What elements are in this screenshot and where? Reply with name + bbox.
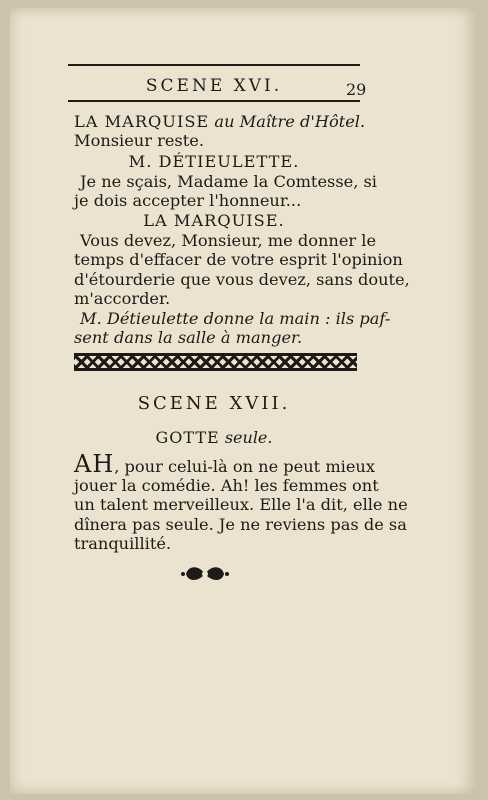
dialogue-line: temps d'effacer de votre esprit l'opinion bbox=[74, 250, 403, 269]
page-number: 29 bbox=[346, 80, 367, 99]
dialogue-line: Vous devez, Monsieur, me donner le bbox=[80, 231, 377, 250]
dialogue-line: tranquillité. bbox=[74, 534, 172, 553]
ornamental-divider bbox=[74, 353, 357, 371]
book-page bbox=[10, 8, 476, 794]
dialogue-line: un talent merveilleux. Elle l'a dit, elle ne bbox=[74, 495, 408, 514]
dialogue-line: m'accorder. bbox=[74, 289, 171, 308]
dialogue-line: Monsieur reste. bbox=[74, 131, 204, 150]
drop-capital: AH bbox=[74, 450, 115, 478]
header-bottom-rule bbox=[68, 100, 360, 102]
speaker-heading bbox=[74, 112, 365, 132]
dialogue-line: dînera pas seule. Je ne reviens pas de sa bbox=[74, 515, 407, 534]
fleuron-ornament bbox=[180, 562, 230, 586]
speaker-name: GOTTE bbox=[155, 428, 220, 447]
speaker-name: LA MARQUISE bbox=[74, 112, 210, 131]
dialogue-line: je dois accepter l'honneur... bbox=[74, 191, 302, 210]
header-top-rule bbox=[68, 64, 360, 66]
running-head: SCENE XVI. bbox=[145, 76, 283, 96]
stage-direction: sent dans la salle à manger. bbox=[74, 328, 303, 347]
dialogue-line: d'étourderie que vous devez, sans doute, bbox=[74, 270, 410, 289]
stage-direction: au Maître d'Hôtel. bbox=[214, 112, 366, 131]
stage-direction: M. Détieulette donne la main : ils paf- bbox=[80, 309, 391, 328]
dialogue-line bbox=[74, 450, 375, 478]
scene-title: SCENE XVII. bbox=[137, 393, 291, 414]
speaker-heading bbox=[68, 428, 360, 447]
stage-direction: seule. bbox=[224, 428, 273, 447]
dialogue-line: Je ne sçais, Madame la Comtesse, si bbox=[80, 172, 377, 191]
speaker-heading: LA MARQUISE. bbox=[143, 211, 285, 230]
speaker-heading: M. DÉTIEULETTE. bbox=[128, 152, 300, 171]
dialogue-text: , pour celui-là on ne peut mieux bbox=[114, 457, 375, 476]
dialogue-line: jouer la comédie. Ah! les femmes ont bbox=[74, 476, 379, 495]
